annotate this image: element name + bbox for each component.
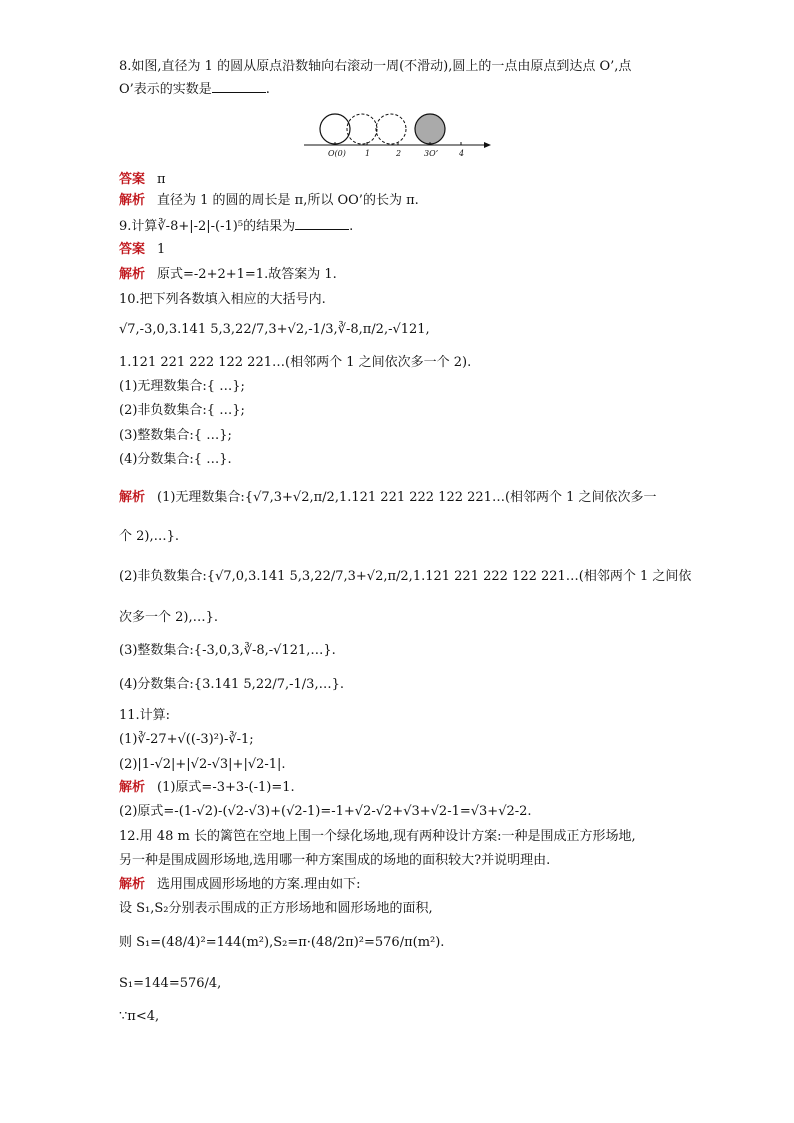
q12-line2: 另一种是围成圆形场地,选用哪一种方案围成的场地的面积较大?并说明理由. bbox=[119, 853, 551, 868]
answer-blank bbox=[295, 217, 349, 230]
q10-analysis-2: (2)非负数集合:{√7,0,3.141 5,3,22/7,3+√2,π/2,1.121 221 222 122 221…(相邻两个 1 之间依 bbox=[119, 569, 692, 584]
rolling-circle-figure bbox=[304, 113, 494, 163]
q8-analysis: 解析 直径为 1 的圆的周长是 π,所以 OO’的长为 π. bbox=[119, 193, 419, 208]
q12-analysis-1: 解析 选用围成圆形场地的方案.理由如下: bbox=[119, 877, 361, 892]
q10-analysis-1: 解析 (1)无理数集合:{√7,3+√2,π/2,1.121 221 222 122 221…(相邻两个 1 之间依次多一 bbox=[119, 490, 657, 505]
q11-analysis-2: (2)原式=-(1-√2)-(√2-√3)+(√2-1)=-1+√2-√2+√3+√2-1=√3+√2-2. bbox=[119, 804, 532, 819]
q8-question-text: O’表示的实数是 bbox=[119, 82, 212, 97]
dashed-circle-2 bbox=[376, 114, 406, 144]
q8-answer: 答案 π bbox=[119, 172, 166, 187]
q10-set-4: (4)分数集合:{ …}. bbox=[119, 452, 232, 467]
q10-numbers-line2: 1.121 221 222 122 221…(相邻两个 1 之间依次多一个 2). bbox=[119, 355, 472, 370]
q10-title: 10.把下列各数填入相应的大括号内. bbox=[119, 292, 326, 307]
q10-numbers: √7,-3,0,3.141 5,3,22/7,3+√2,-1/3,∛-8,π/2,-√121, bbox=[119, 322, 430, 337]
q8-question-line1: 8.如图,直径为 1 的圆从原点沿数轴向右滚动一周(不滑动),圆上的一点由原点到达点 O’,点 bbox=[119, 59, 632, 74]
tick-label-origin: O(0) bbox=[328, 149, 346, 158]
q10-analysis-1-cont: 个 2),…}. bbox=[119, 529, 180, 544]
q12-line1: 12.用 48 m 长的篱笆在空地上围一个绿化场地,现有两种设计方案:一种是围成正方形场地, bbox=[119, 829, 636, 844]
q12-analysis-4: S₁=144=576/4, bbox=[119, 976, 222, 991]
tick-label-1: 1 bbox=[365, 149, 371, 158]
q12-analysis-3: 则 S₁=(48/4)²=144(m²),S₂=π·(48/2π)²=576/π(m²). bbox=[119, 935, 445, 950]
q11-part-1: (1)∛-27+√((-3)²)-∛-1; bbox=[119, 732, 254, 747]
start-circle bbox=[320, 114, 350, 144]
q10-set-2: (2)非负数集合:{ …}; bbox=[119, 403, 245, 418]
q9-question: 9.计算∛-8+|-2|-(-1)⁵的结果为 . bbox=[119, 219, 354, 234]
q9-answer: 答案 1 bbox=[119, 242, 166, 257]
q11-title: 11.计算: bbox=[119, 708, 171, 723]
dashed-circle-1 bbox=[347, 114, 377, 144]
q10-analysis-2-cont: 次多一个 2),…}. bbox=[119, 610, 219, 625]
q11-analysis-1: 解析 (1)原式=-3+3-(-1)=1. bbox=[119, 780, 295, 795]
tick-label-3: 3O’ bbox=[424, 149, 439, 158]
q12-analysis-5: ∵π<4, bbox=[119, 1009, 160, 1024]
tick-label-2: 2 bbox=[396, 149, 402, 158]
q10-analysis-4: (4)分数集合:{3.141 5,22/7,-1/3,…}. bbox=[119, 677, 344, 692]
q8-question-line2: O’表示的实数是 . bbox=[119, 82, 270, 97]
q10-analysis-3: (3)整数集合:{-3,0,3,∛-8,-√121,…}. bbox=[119, 643, 336, 658]
tick-label-4: 4 bbox=[459, 149, 465, 158]
q12-analysis-2: 设 S₁,S₂分别表示围成的正方形场地和圆形场地的面积, bbox=[119, 901, 433, 916]
q10-set-3: (3)整数集合:{ …}; bbox=[119, 428, 232, 443]
q10-set-1: (1)无理数集合:{ …}; bbox=[119, 379, 245, 394]
end-circle bbox=[415, 114, 445, 144]
answer-blank bbox=[212, 80, 266, 93]
q11-part-2: (2)|1-√2|+|√2-√3|+|√2-1|. bbox=[119, 757, 286, 772]
q9-analysis: 解析 原式=-2+2+1=1.故答案为 1. bbox=[119, 267, 337, 282]
